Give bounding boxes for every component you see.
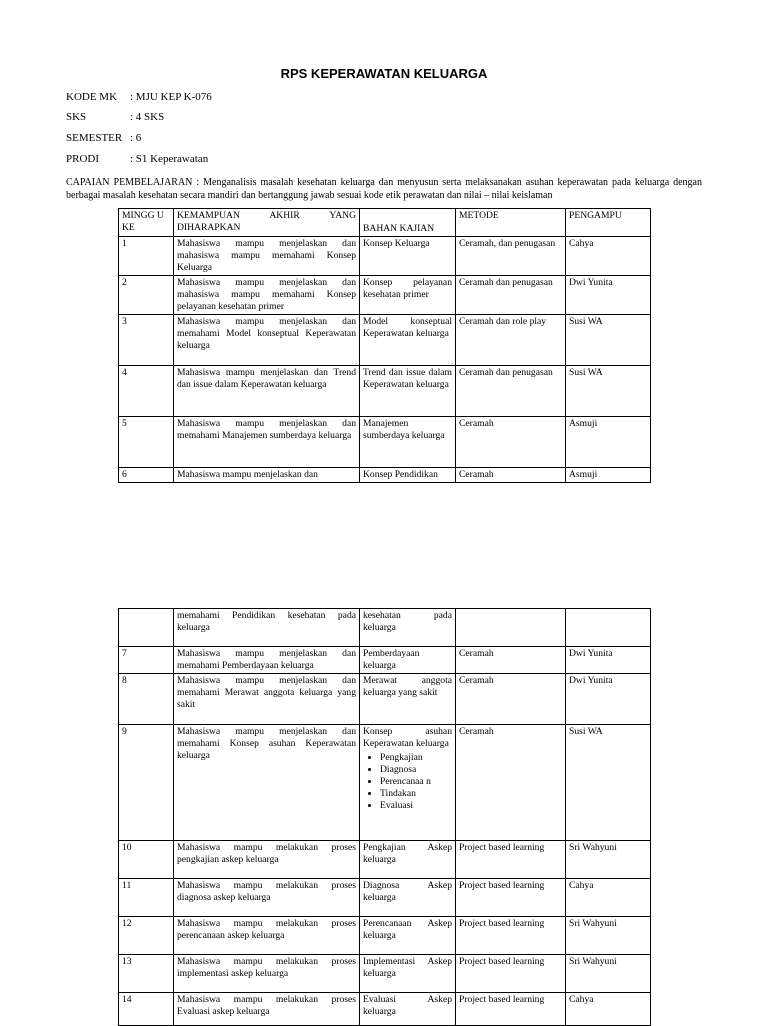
cell-text: Dwi Yunita (569, 277, 613, 288)
bahan-list-item: • Pengkajian (380, 752, 452, 764)
meta-label: SEMESTER (66, 132, 123, 144)
page-title: RPS KEPERAWATAN KELUARGA (280, 66, 488, 81)
meta-value: : 4 SKS (130, 111, 165, 123)
cell-minggu (119, 276, 174, 315)
cell-bahan (360, 609, 456, 647)
cell-kemampuan (174, 674, 360, 725)
cell-text: 12 (122, 918, 132, 929)
cell-text: Susi WA (569, 726, 603, 737)
cell-text: Dwi Yunita (569, 675, 613, 686)
cell-text: Ceramah (459, 726, 494, 737)
cell-text: Asmuji (569, 418, 598, 429)
cell-metode (456, 609, 566, 647)
cell-text: Sri Wahyuni (569, 956, 617, 967)
cell-text: Diagnosa Askep keluarga (363, 880, 452, 903)
cell-bahan (360, 276, 456, 315)
cell-pengampu (566, 609, 651, 647)
cell-metode (456, 237, 566, 276)
cell-pengampu (566, 674, 651, 725)
cell-text: Manajemen sumberdaya keluarga (363, 418, 445, 441)
cell-text: Ceramah dan penugasan (459, 277, 553, 288)
cell-text: Susi WA (569, 316, 603, 327)
cell-text: Ceramah (459, 469, 494, 480)
cell-kemampuan (174, 647, 360, 674)
cell-text: Cahya (569, 994, 594, 1005)
meta-sks (66, 111, 164, 123)
cell-text: Project based learning (459, 842, 545, 853)
cell-text: 11 (122, 880, 132, 891)
cell-bahan (360, 993, 456, 1026)
cell-bahan (360, 917, 456, 955)
cell-minggu (119, 366, 174, 417)
cell-minggu (119, 993, 174, 1026)
cell-text: 9 (122, 726, 127, 737)
cell-kemampuan (174, 879, 360, 917)
cell-text: 8 (122, 675, 127, 686)
cell-text: Sri Wahyuni (569, 918, 617, 929)
table-row (119, 955, 651, 993)
cell-text: Konsep asuhan Keperawatan keluarga (363, 726, 452, 749)
meta-kode-mk (66, 91, 212, 103)
cell-kemampuan (174, 417, 360, 468)
cell-bahan (360, 468, 456, 483)
cell-metode (456, 993, 566, 1026)
cell-kemampuan (174, 366, 360, 417)
cell-text: Model konseptual Keperawatan keluarga (363, 316, 452, 339)
cell-minggu (119, 841, 174, 879)
cell-text: Trend dan issue dalam Keperawatan keluarga (363, 367, 452, 390)
cell-text: Mahasiswa mampu melakukan proses pengkajian askep keluarga (177, 842, 356, 865)
cell-text: memahami Pendidikan kesehatan pada keluarga (177, 610, 356, 633)
cell-pengampu (566, 237, 651, 276)
table-row (119, 237, 651, 276)
cell-bahan (360, 315, 456, 366)
cell-text: 4 (122, 367, 127, 378)
cell-text: Mahasiswa mampu menjelaskan dan memahami Merawat anggota keluarga yang sakit (177, 675, 356, 710)
cell-kemampuan (174, 725, 360, 841)
cell-pengampu (566, 468, 651, 483)
table-row (119, 417, 651, 468)
cell-text: Implementasi Askep keluarga (363, 956, 452, 979)
cell-metode (456, 417, 566, 468)
cell-bahan (360, 674, 456, 725)
cell-text: Cahya (569, 880, 594, 891)
cell-kemampuan (174, 993, 360, 1026)
cell-text: 14 (122, 994, 132, 1005)
cell-kemampuan (174, 315, 360, 366)
cell-pengampu (566, 366, 651, 417)
cell-metode (456, 468, 566, 483)
cell-pengampu (566, 993, 651, 1026)
cell-bahan (360, 725, 456, 841)
cell-pengampu (566, 955, 651, 993)
cell-kemampuan (174, 917, 360, 955)
table-row (119, 917, 651, 955)
table-row (119, 879, 651, 917)
header-bahan: BAHAN KAJIAN (360, 209, 456, 237)
cell-text: Mahasiswa mampu menjelaskan dan memahami Pemberdayaan keluarga (177, 648, 356, 671)
cell-metode (456, 647, 566, 674)
table-row (119, 647, 651, 674)
cell-text: 1 (122, 238, 127, 249)
table-row (119, 993, 651, 1026)
cell-text: Mahasiswa mampu menjelaskan dan mahasiswa mampu memahami Konsep pelayanan kesehatan primer (177, 277, 356, 312)
cell-bahan (360, 879, 456, 917)
cell-metode (456, 315, 566, 366)
header-minggu: MINGG U KE (119, 209, 174, 237)
table-row (119, 841, 651, 879)
cell-text: 2 (122, 277, 127, 288)
cell-text: Mahasiswa mampu menjelaskan dan mahasiswa mampu memahami Konsep Keluarga (177, 238, 356, 273)
cell-minggu (119, 609, 174, 647)
cell-text: Mahasiswa mampu menjelaskan dan memahami Manajemen sumberdaya keluarga (177, 418, 356, 441)
cell-text: Perencanaan Askep keluarga (363, 918, 452, 941)
cell-text: Konsep pelayanan kesehatan primer (363, 277, 452, 300)
meta-label: SKS (66, 111, 87, 123)
cell-text: kesehatan pada keluarga (363, 610, 452, 633)
bahan-list-item: • Evaluasi (380, 800, 452, 812)
cell-pengampu (566, 315, 651, 366)
cell-text: 6 (122, 469, 127, 480)
cell-minggu (119, 955, 174, 993)
cell-text: Mahasiswa mampu menjelaskan dan memahami Konsep asuhan Keperawatan keluarga (177, 726, 356, 761)
cell-text: Konsep Keluarga (363, 238, 430, 249)
cell-text: 13 (122, 956, 132, 967)
cell-text: Mahasiswa mampu menjelaskan dan (177, 469, 318, 480)
cell-minggu (119, 725, 174, 841)
table-row (119, 725, 651, 841)
table-row (119, 674, 651, 725)
cell-text: Pemberdayaan keluarga (363, 648, 420, 671)
cell-minggu (119, 315, 174, 366)
cell-kemampuan (174, 609, 360, 647)
cell-text: Susi WA (569, 367, 603, 378)
meta-label: KODE MK (66, 91, 118, 103)
cell-bahan (360, 647, 456, 674)
cell-text: Sri Wahyuni (569, 842, 617, 853)
meta-prodi (66, 153, 208, 165)
cell-text: Mahasiswa mampu melakukan proses Evaluasi askep keluarga (177, 994, 356, 1017)
capaian-pembelajaran: CAPAIAN PEMBELAJARAN : Menganalisis masalah kesehatan keluarga dan menyusun serta melaksanakan asuhan keperawatan pada keluarga dengan berbagai masalah kesehatan secara mandiri dan bertanggung jawab sesuai kode etik perawatan dan nilai – nilai keislaman (66, 177, 702, 201)
cell-pengampu (566, 917, 651, 955)
cell-text: Ceramah, dan penugasan (459, 238, 556, 249)
cell-pengampu (566, 841, 651, 879)
cell-text: 7 (122, 648, 127, 659)
cell-text: Project based learning (459, 956, 545, 967)
cell-minggu (119, 879, 174, 917)
table-row (119, 468, 651, 483)
meta-value: : 6 (130, 132, 142, 144)
meta-label: PRODI (66, 153, 100, 165)
table-row (119, 276, 651, 315)
cell-pengampu (566, 417, 651, 468)
cell-metode (456, 955, 566, 993)
cell-text: Pengkajian Askep keluarga (363, 842, 452, 865)
cell-bahan (360, 955, 456, 993)
cell-text: Ceramah dan role play (459, 316, 547, 327)
cell-text: Merawat anggota keluarga yang sakit (363, 675, 452, 698)
cell-minggu (119, 237, 174, 276)
cell-kemampuan (174, 841, 360, 879)
meta-value: : S1 Keperawatan (130, 153, 209, 165)
bahan-list (363, 752, 452, 812)
cell-pengampu (566, 647, 651, 674)
cell-text: Cahya (569, 238, 594, 249)
cell-minggu (119, 917, 174, 955)
cell-text: Ceramah (459, 648, 494, 659)
header-metode: METODE (456, 209, 566, 237)
cell-text: Mahasiswa mampu melakukan proses diagnosa askep keluarga (177, 880, 356, 903)
rps-table-continued (118, 608, 651, 1026)
bahan-list-item: • Tindakan (380, 788, 452, 800)
table-header-row (119, 209, 651, 237)
cell-pengampu (566, 276, 651, 315)
cell-metode (456, 725, 566, 841)
cell-kemampuan (174, 237, 360, 276)
table-row (119, 366, 651, 417)
cell-metode (456, 674, 566, 725)
cell-text: Mahasiswa mampu menjelaskan dan memahami Model konseptual Keperawatan keluarga (177, 316, 356, 351)
cell-text: Mahasiswa mampu melakukan proses implementasi askep keluarga (177, 956, 356, 979)
meta-value: : MJU KEP K-076 (130, 91, 212, 103)
meta-semester (66, 132, 141, 144)
cell-metode (456, 366, 566, 417)
cell-minggu (119, 417, 174, 468)
header-kemampuan: KEMAMPUAN AKHIR YANG DIHARAPKAN (174, 209, 360, 237)
cell-bahan (360, 417, 456, 468)
table-row (119, 315, 651, 366)
cell-metode (456, 917, 566, 955)
cell-text: Asmuji (569, 469, 598, 480)
rps-table (118, 208, 651, 483)
cell-pengampu (566, 725, 651, 841)
cell-text: Project based learning (459, 918, 545, 929)
cell-kemampuan (174, 468, 360, 483)
cell-text: Mahasiswa mampu menjelaskan dan Trend dan issue dalam Keperawatan keluarga (177, 367, 356, 390)
header-pengampu: PENGAMPU (566, 209, 651, 237)
cell-text: 3 (122, 316, 127, 327)
cell-text: Ceramah dan penugasan (459, 367, 553, 378)
cell-metode (456, 276, 566, 315)
cell-text: Evaluasi Askep keluarga (363, 994, 452, 1017)
cell-text: Konsep Pendidikan (363, 469, 438, 480)
cell-text: Dwi Yunita (569, 648, 613, 659)
cell-pengampu (566, 879, 651, 917)
cell-text: Project based learning (459, 994, 545, 1005)
cell-text: Ceramah (459, 675, 494, 686)
bahan-list-item: • Diagnosa (380, 764, 452, 776)
table-row (119, 609, 651, 647)
cell-text: 10 (122, 842, 132, 853)
cell-bahan (360, 366, 456, 417)
cell-minggu (119, 468, 174, 483)
cell-minggu (119, 647, 174, 674)
cell-bahan (360, 841, 456, 879)
cell-metode (456, 841, 566, 879)
cell-text: Mahasiswa mampu melakukan proses perencanaan askep keluarga (177, 918, 356, 941)
cell-metode (456, 879, 566, 917)
bahan-list-item: • Perencanaa n (380, 776, 452, 788)
cell-text: Ceramah (459, 418, 494, 429)
cell-kemampuan (174, 955, 360, 993)
cell-kemampuan (174, 276, 360, 315)
cell-text: 5 (122, 418, 127, 429)
cell-bahan (360, 237, 456, 276)
cell-minggu (119, 674, 174, 725)
cell-text: Project based learning (459, 880, 545, 891)
